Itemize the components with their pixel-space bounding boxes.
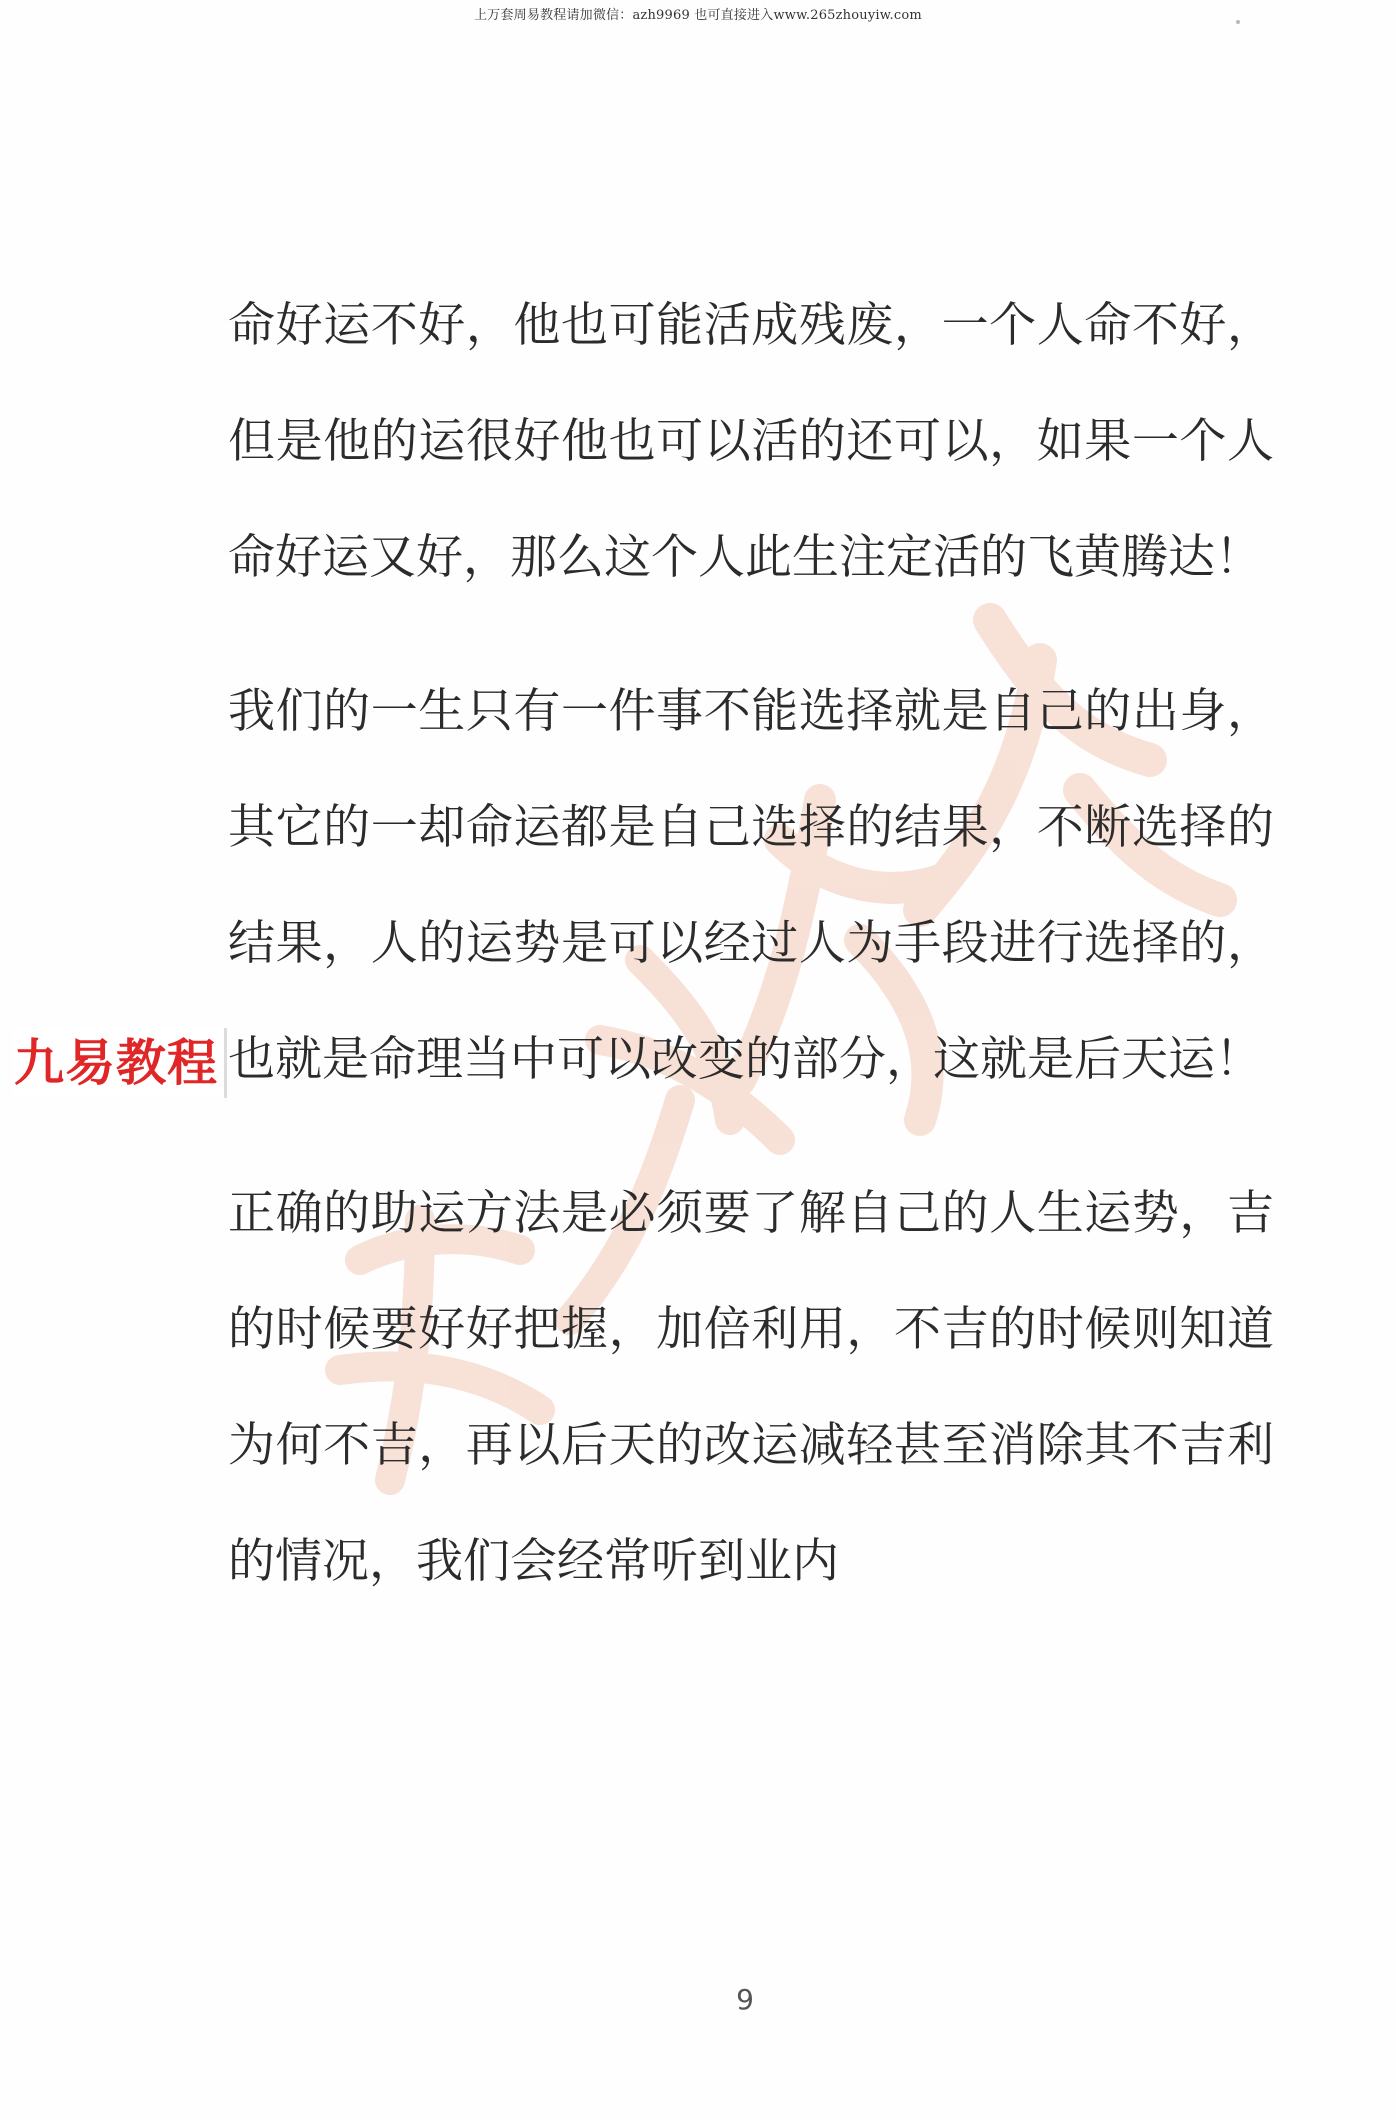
header-note: 上万套周易教程请加微信：azh9969 也可直接进入www.265zhouyiw.com [474,8,922,23]
paragraph: 命好运不好，他也可能活成残废，一个人命不好，但是他的运很好他也可以活的还可以，如果一个人命好运又好，那么这个人此生注定活的飞黄腾达！ [228,298,1274,585]
watermark-logo: 九易教程 [14,1028,227,1098]
corner-mark [1236,20,1240,24]
page-number: 9 [736,1983,754,2016]
body-text [228,268,1274,1658]
paragraph: 正确的助运方法是必须要了解自己的人生运势，吉的时候要好好把握，加倍利用，不吉的时候则知道为何不吉，再以后天的改运减轻甚至消除其不吉利的情况，我们会经常听到业内 [228,1186,1274,1589]
paragraph: 我们的一生只有一件事不能选择就是自己的出身，其它的一却命运都是自己选择的结果，不断选择的结果，人的运势是可以经过人为手段进行选择的，也就是命理当中可以改变的部分，这就是后天运！ [228,684,1274,1087]
